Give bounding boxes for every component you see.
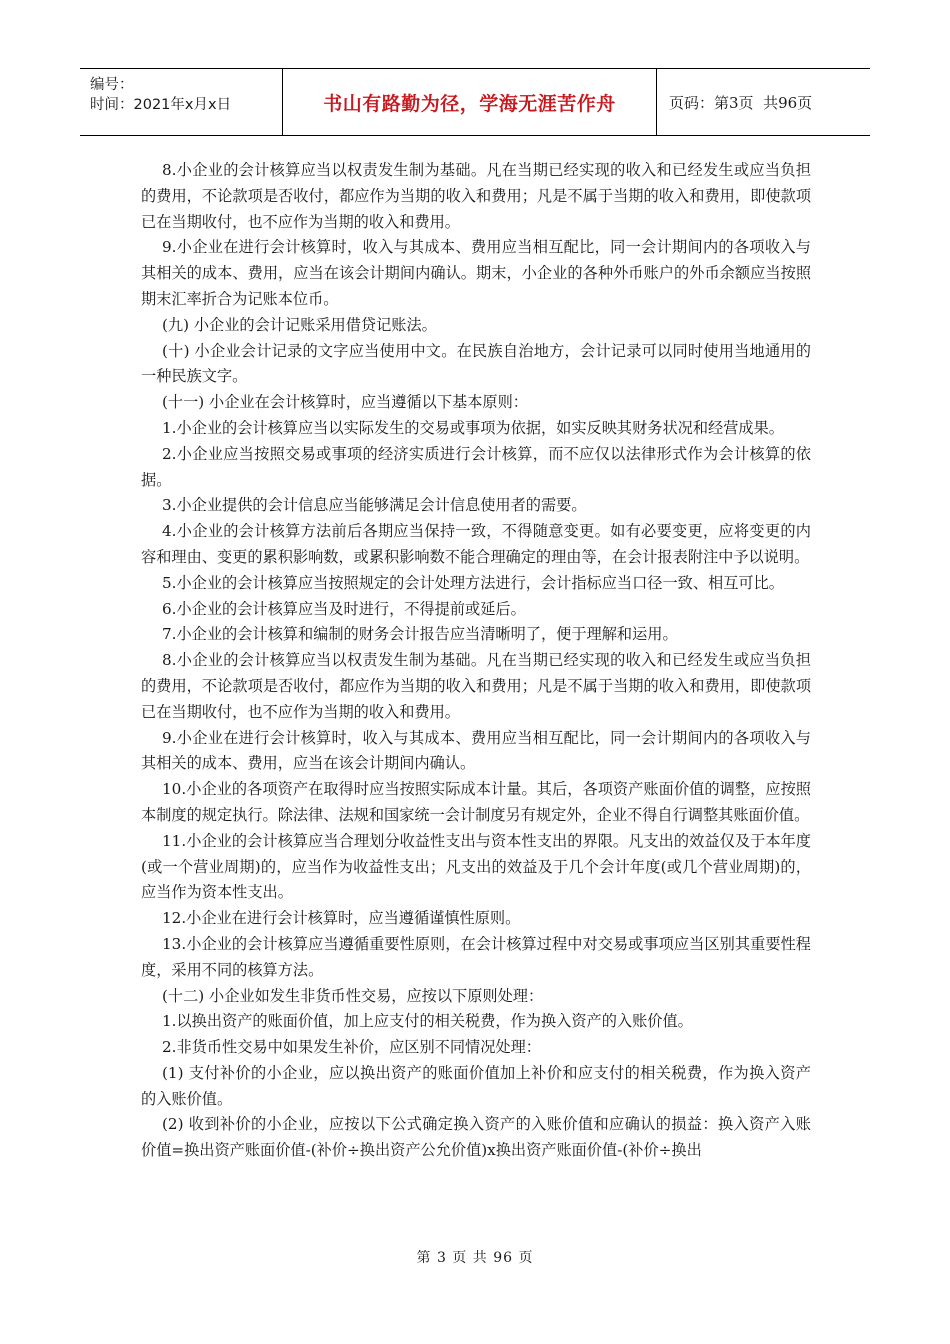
paragraph: 6.小企业的会计核算应当及时进行，不得提前或延后。 bbox=[162, 599, 526, 618]
header-meta bbox=[80, 69, 283, 135]
paragraph: 2.非货币性交易中如果发生补价，应区别不同情况处理： bbox=[162, 1038, 541, 1057]
paragraph: (十) 小企业会计记录的文字应当使用中文。在民族自治地方，会计记录可以同时使用当地通用的一种民族文字。 bbox=[141, 341, 811, 386]
page-header bbox=[80, 68, 870, 136]
paragraph: 9.小企业在进行会计核算时，收入与其成本、费用应当相互配比，同一会计期间内的各项收入与其相关的成本、费用，应当在该会计期间内确认。期末，小企业的各种外币账户的外币余额应当按照期末汇率折合为记账本位币。 bbox=[141, 238, 811, 308]
page-footer bbox=[0, 1247, 950, 1267]
paragraph: 9.小企业在进行会计核算时，收入与其成本、费用应当相互配比，同一会计期间内的各项收入与其相关的成本、费用，应当在该会计期间内确认。 bbox=[141, 728, 811, 773]
header-page-label: 页码：第3页 共96页 bbox=[669, 93, 813, 112]
paragraph: 1.小企业的会计核算应当以实际发生的交易或事项为依据，如实反映其财务状况和经营成果。 bbox=[162, 418, 784, 437]
footer-page-number: 第 3 页 共 96 页 bbox=[416, 1250, 534, 1266]
paragraph: 2.小企业应当按照交易或事项的经济实质进行会计核算，而不应仅以法律形式作为会计核算的依据。 bbox=[141, 444, 811, 489]
paragraph: 8.小企业的会计核算应当以权责发生制为基础。凡在当期已经实现的收入和已经发生或应当负担的费用，不论款项是否收付，都应作为当期的收入和费用；凡是不属于当期的收入和费用，即使款项已在当期收付，也不应作为当期的收入和费用。 bbox=[141, 161, 811, 231]
paragraph: 13.小企业的会计核算应当遵循重要性原则，在会计核算过程中对交易或事项应当区别其重要性程度，采用不同的核算方法。 bbox=[141, 934, 811, 979]
document-body bbox=[141, 158, 811, 1164]
paragraph: 7.小企业的会计核算和编制的财务会计报告应当清晰明了，便于理解和运用。 bbox=[162, 625, 678, 644]
paragraph: 11.小企业的会计核算应当合理划分收益性支出与资本性支出的界限。凡支出的效益仅及于本年度(或一个营业周期)的，应当作为收益性支出；凡支出的效益及于几个会计年度(或几个营业周期)的，应当作为资本性支出。 bbox=[141, 831, 811, 902]
paragraph: 12.小企业在进行会计核算时，应当遵循谨慎性原则。 bbox=[162, 909, 521, 928]
header-page-info bbox=[657, 69, 870, 135]
paragraph: 5.小企业的会计核算应当按照规定的会计处理方法进行，会计指标应当口径一致、相互可比。 bbox=[162, 573, 784, 592]
paragraph: (十二) 小企业如发生非货币性交易，应按以下原则处理： bbox=[162, 986, 544, 1005]
paragraph: 3.小企业提供的会计信息应当能够满足会计信息使用者的需要。 bbox=[162, 496, 587, 515]
paragraph: 10.小企业的各项资产在取得时应当按照实际成本计量。其后，各项资产账面价值的调整，应按照本制度的规定执行。除法律、法规和国家统一会计制度另有规定外，企业不得自行调整其账面价值。 bbox=[141, 780, 811, 824]
paragraph: 8.小企业的会计核算应当以权责发生制为基础。凡在当期已经实现的收入和已经发生或应当负担的费用，不论款项是否收付，都应作为当期的收入和费用；凡是不属于当期的收入和费用，即使款项已在当期收付，也不应作为当期的收入和费用。 bbox=[141, 651, 811, 721]
paragraph: (2) 收到补价的小企业，应按以下公式确定换入资产的入账价值和应确认的损益：换入资产入账价值=换出资产账面价值-(补价÷换出资产公允价值)x换出资产账面价值-(补价÷换出 bbox=[141, 1115, 811, 1160]
document-number-label: 编号： bbox=[90, 77, 134, 93]
paragraph: (十一) 小企业在会计核算时，应当遵循以下基本原则： bbox=[162, 393, 528, 412]
document-date-label: 时间：2021年x月x日 bbox=[90, 97, 232, 113]
paragraph: (1) 支付补价的小企业，应以换出资产的账面价值加上补价和应支付的相关税费，作为换入资产的入账价值。 bbox=[141, 1063, 811, 1108]
paragraph: 1.以换出资产的账面价值，加上应支付的相关税费，作为换入资产的入账价值。 bbox=[162, 1012, 693, 1031]
header-motto: 书山有路勤为径，学海无涯苦作舟 bbox=[283, 69, 657, 135]
paragraph: 4.小企业的会计核算方法前后各期应当保持一致，不得随意变更。如有必要变更，应将变更的内容和理由、变更的累积影响数，或累积影响数不能合理确定的理由等，在会计报表附注中予以说明。 bbox=[141, 522, 811, 566]
paragraph: (九) 小企业的会计记账采用借贷记账法。 bbox=[162, 315, 437, 334]
